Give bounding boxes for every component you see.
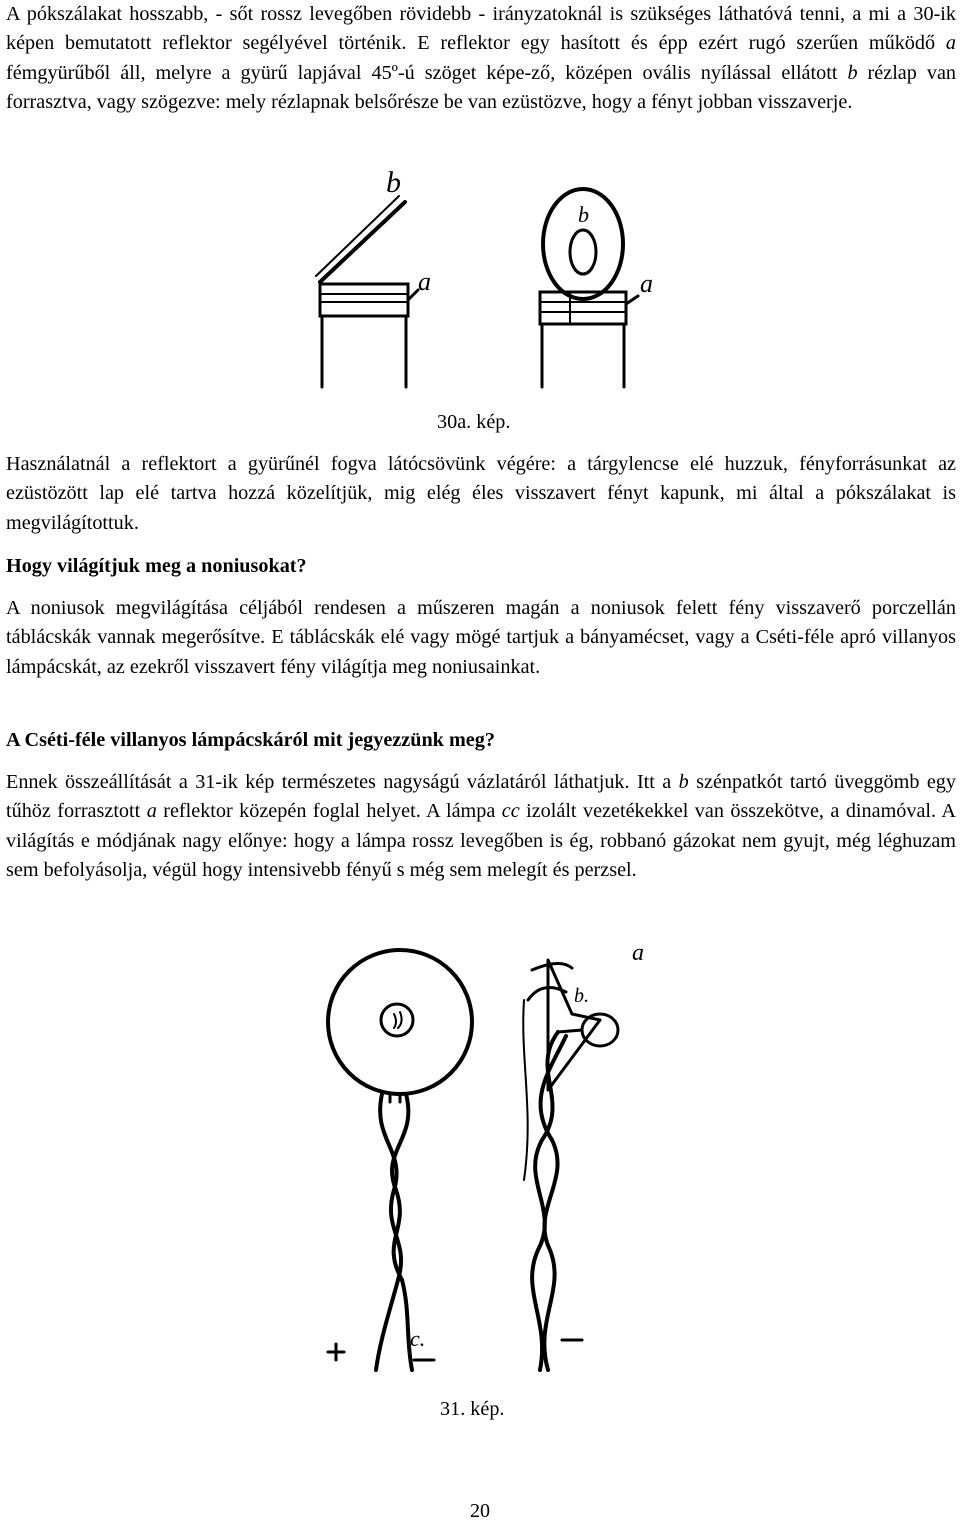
figure-30a-caption: 30a. kép. xyxy=(437,411,511,433)
paragraph-usage: Használatnál a reflektort a gyürűnél fogva látócsövünk végére: a tárgylencse elé huzzuk, fényforrásunkat az ezüstözött lap elé tartva hozzá közelítjük, mig elég éles visszavert fényt kapunk, mi által a pókszálakat is megvilágítottuk. xyxy=(6,453,956,534)
italic-label-a: a xyxy=(146,800,157,823)
italic-label-b: b xyxy=(847,61,858,84)
label-b-left: b xyxy=(386,166,401,199)
figure-31-caption: 31. kép. xyxy=(440,1398,505,1420)
label-a-right: a xyxy=(640,269,653,298)
text-span: reflektor közepén foglal helyet. A lámpa xyxy=(156,800,502,823)
label-a-left: a xyxy=(418,267,431,296)
text-span: izolált vezetékekkel van összekötve, a dinamóval. A világítás e módjának nagy előnye: hogy a lámpa rossz levegőben is ég, robbanó gázokat nem gyujt, még léghuzam sem befolyásolja, végül hogy intensivebb fényű s még sem melegít és perzsel. xyxy=(6,800,956,882)
heading-cseti-lamp: A Cséti-féle villanyos lámpácskáról mit jegyezzünk meg? xyxy=(6,729,495,751)
paragraph-lamp-description xyxy=(6,768,956,886)
text-span: rézlap van forrasztva, vagy szögezve: mely rézlapnak belsőrésze be van ezüstözve, hogy a fényt jobban visszaverje. xyxy=(6,61,956,114)
heading-nonius-lighting: Hogy világítjuk meg a noniusokat? xyxy=(6,555,307,577)
figure-30a-drawing xyxy=(300,162,680,397)
italic-label-cc: cc xyxy=(501,800,520,823)
paragraph-nonius: A noniusok megvilágítása céljából rendesen a műszeren magán a noniusok felett fény visszaverő porczellán táblácskák vannak megerősítve. E táblácskák elé vagy mögé tartjuk a bányamécset, vagy a Cséti-féle apró villanyos lámpácskát, az ezekről visszavert fény világítja meg noniusainkat. xyxy=(6,597,956,678)
label-b-right: b xyxy=(578,202,589,227)
italic-label-a: a xyxy=(945,32,956,55)
label-c: c. xyxy=(410,1326,426,1351)
text-span: szénpatkót tartó üveggömb egy tűhöz forrasztott xyxy=(6,771,956,823)
page-number: 20 xyxy=(470,1500,490,1522)
text-span: Ennek összeállítását a 31-ik kép természetes nagyságú vázlatáról láthatjuk. Itt a xyxy=(6,771,679,793)
figure-31-drawing xyxy=(310,940,670,1385)
label-a: a xyxy=(632,940,644,966)
paragraph-reflector-description xyxy=(6,0,956,118)
italic-label-b: b xyxy=(678,771,689,793)
label-b: b. xyxy=(574,985,589,1007)
text-span: fémgyürűből áll, melyre a gyürű lapjával 45º-ú szöget képe-ző, középen ovális nyílással ellátott xyxy=(6,61,848,84)
text-span: A pókszálakat hosszabb, - sőt rossz levegőben rövidebb - irányzatoknál is szükséges láthatóvá tenni, a mi a 30-ik képen bemutatott reflektor segélyével történik. E reflektor egy hasított és épp ezért rugó szerűen működő xyxy=(6,3,956,55)
